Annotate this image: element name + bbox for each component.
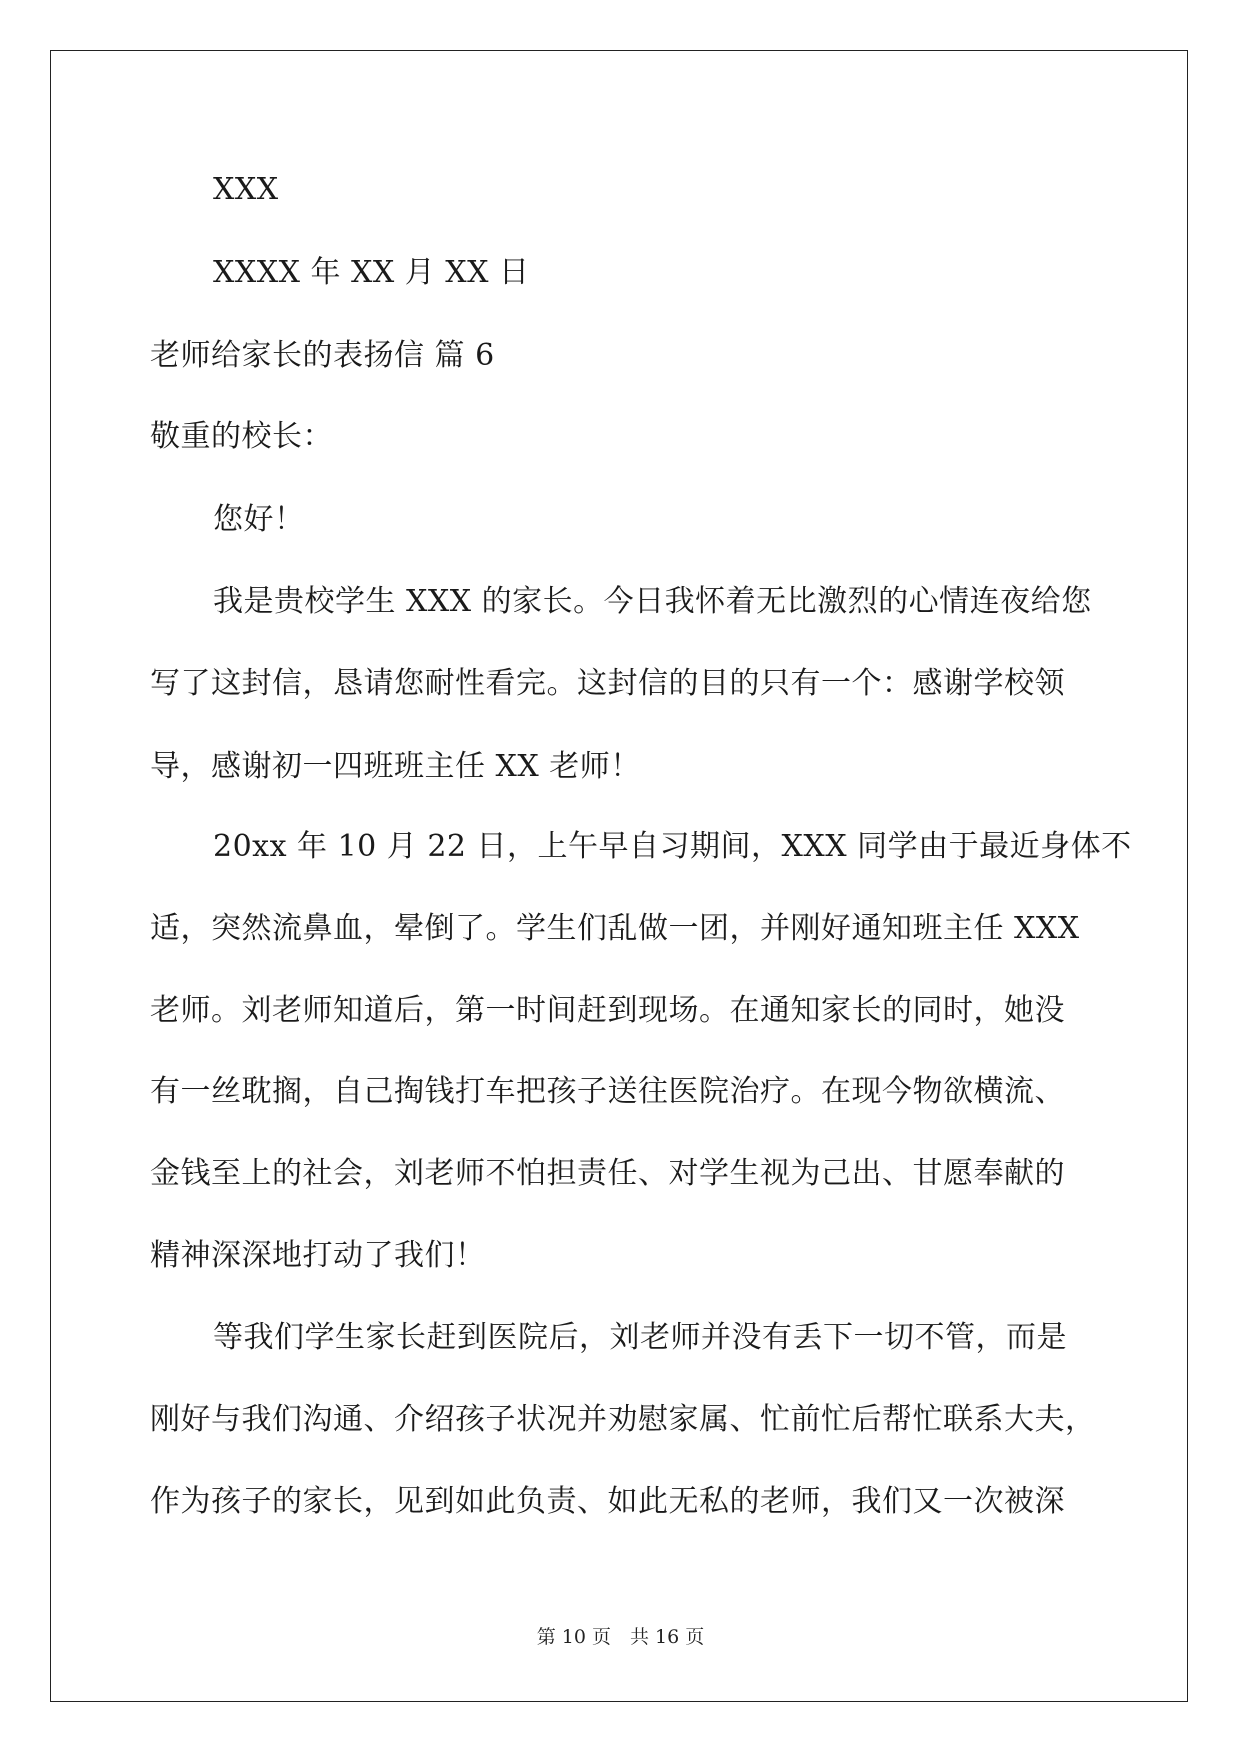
paragraph-line: 金钱至上的社会，刘老师不怕担责任、对学生视为己出、甘愿奉献的: [150, 1156, 1065, 1191]
page-number-footer: 第 10 页 共 16 页: [536, 1626, 705, 1648]
paragraph-line: 20xx 年 10 月 22 日，上午早自习期间，XXX 同学由于最近身体不: [213, 829, 1132, 864]
paragraph-line: 写了这封信，恳请您耐性看完。这封信的目的只有一个：感谢学校领: [150, 666, 1065, 701]
salutation: 敬重的校长：: [150, 419, 333, 454]
paragraph-line: 精神深深地打动了我们！: [150, 1238, 486, 1273]
paragraph-line: 我是贵校学生 XXX 的家长。今日我怀着无比激烈的心情连夜给您: [213, 584, 1092, 619]
paragraph-line: 有一丝耽搁，自己掏钱打车把孩子送往医院治疗。在现今物欲横流、: [150, 1074, 1065, 1109]
paragraph-line: 作为孩子的家长，见到如此负责、如此无私的老师，我们又一次被深: [150, 1484, 1065, 1519]
paragraph-line: 老师。刘老师知道后，第一时间赶到现场。在通知家长的同时，她没: [150, 993, 1065, 1028]
signature-date: XXXX 年 XX 月 XX 日: [213, 255, 530, 290]
paragraph-line: 导，感谢初一四班班主任 XX 老师！: [150, 749, 641, 784]
paragraph-line: 等我们学生家长赶到医院后，刘老师并没有丢下一切不管，而是: [213, 1320, 1067, 1355]
signature-name: XXX: [213, 172, 279, 207]
page-border: [50, 50, 1188, 1702]
section-heading: 老师给家长的表扬信 篇 6: [150, 338, 495, 373]
paragraph-line: 刚好与我们沟通、介绍孩子状况并劝慰家属、忙前忙后帮忙联系大夫，: [150, 1402, 1096, 1437]
paragraph-line: 适，突然流鼻血，晕倒了。学生们乱做一团，并刚好通知班主任 XXX: [150, 911, 1080, 946]
greeting: 您好！: [213, 502, 305, 537]
